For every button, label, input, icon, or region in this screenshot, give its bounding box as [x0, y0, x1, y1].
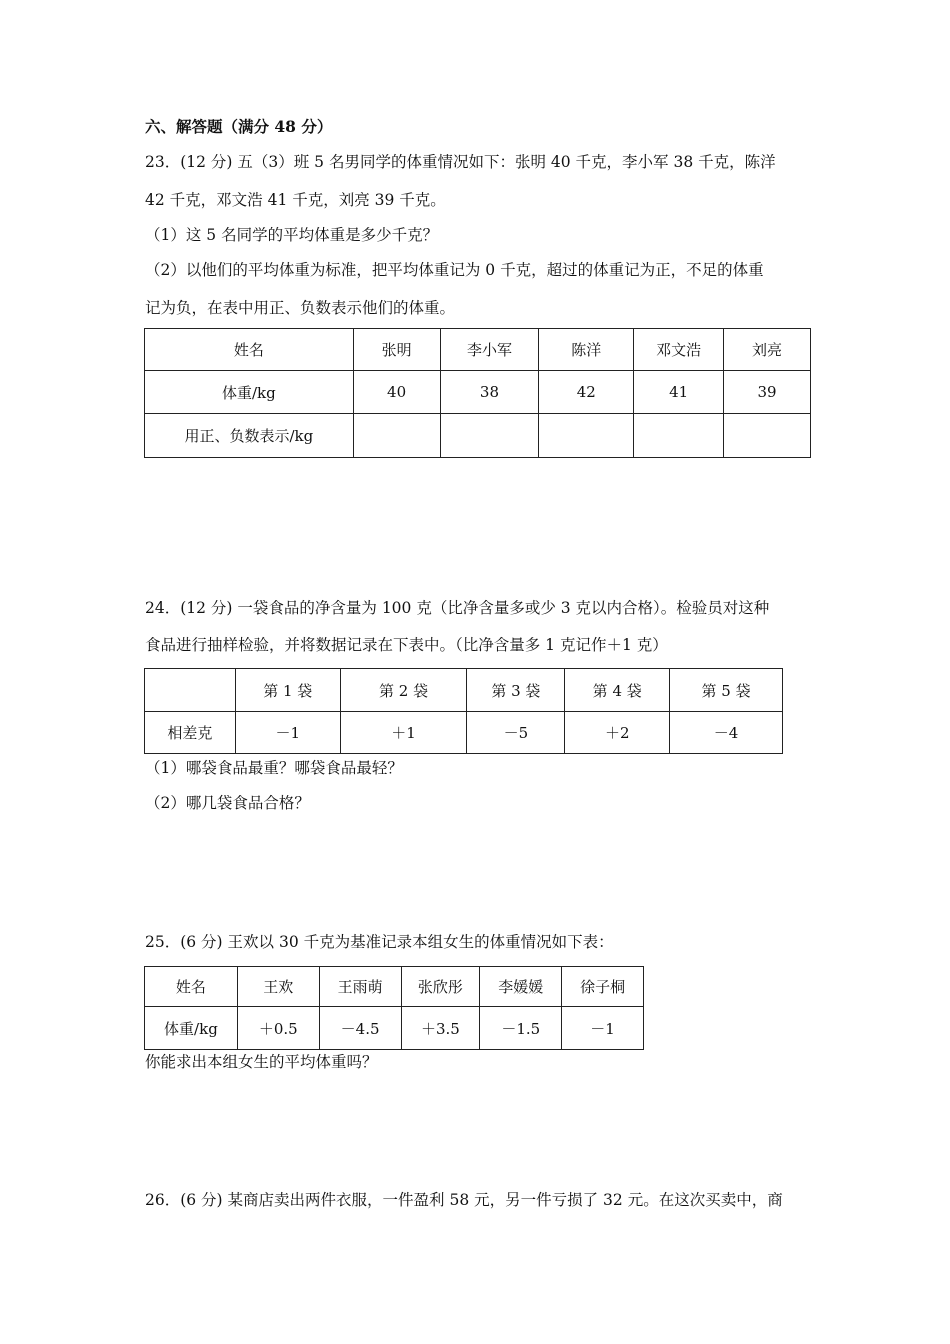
- table-cell: 体重/kg: [145, 371, 354, 414]
- table-cell: 徐子桐: [562, 967, 644, 1007]
- table-cell: 姓名: [145, 967, 238, 1007]
- table-cell: －1.5: [480, 1007, 562, 1050]
- table-cell: 40: [353, 371, 440, 414]
- table-cell: 姓名: [145, 329, 354, 371]
- table-cell: 第 4 袋: [565, 669, 670, 712]
- table-cell: －5: [467, 712, 565, 754]
- answer-cell[interactable]: [353, 414, 440, 458]
- table-row: [145, 329, 811, 371]
- table-cell: 陈洋: [539, 329, 634, 371]
- table-cell: 体重/kg: [145, 1007, 238, 1050]
- table-cell: 王雨萌: [319, 967, 401, 1007]
- table-cell: －4.5: [319, 1007, 401, 1050]
- table-cell: 李小军: [440, 329, 539, 371]
- answer-cell[interactable]: [440, 414, 539, 458]
- answer-cell[interactable]: [634, 414, 724, 458]
- table-row: [145, 414, 811, 458]
- q24-line2: 食品进行抽样检验，并将数据记录在下表中。（比净含量多 1 克记作＋1 克）: [145, 636, 668, 654]
- table-cell: 相差克: [145, 712, 236, 754]
- table-cell: 39: [724, 371, 811, 414]
- table-cell: 李媛媛: [480, 967, 562, 1007]
- table-cell: 38: [440, 371, 539, 414]
- section-title: 六、解答题（满分 48 分）: [145, 117, 333, 136]
- q23-line1: 23．(12 分) 五（3）班 5 名男同学的体重情况如下：张明 40 千克，李小军 38 千克，陈洋: [145, 153, 776, 171]
- q25-line1: 25．(6 分) 王欢以 30 千克为基准记录本组女生的体重情况如下表：: [145, 933, 614, 951]
- table-cell: 张明: [353, 329, 440, 371]
- table-cell: 第 2 袋: [340, 669, 467, 712]
- answer-cell[interactable]: [724, 414, 811, 458]
- table-cell: －1: [562, 1007, 644, 1050]
- q24-sub2: （2）哪几袋食品合格？: [145, 794, 310, 812]
- table-cell: 42: [539, 371, 634, 414]
- table-cell: 第 5 袋: [670, 669, 783, 712]
- table-row: [145, 371, 811, 414]
- table-row: [145, 669, 783, 712]
- table-cell: 刘亮: [724, 329, 811, 371]
- table-cell: ＋2: [565, 712, 670, 754]
- q26-line1: 26．(6 分) 某商店卖出两件衣服，一件盈利 58 元，另一件亏损了 32 元。在这次买卖中，商: [145, 1191, 783, 1209]
- table-cell: 王欢: [237, 967, 319, 1007]
- q24-table: [144, 668, 783, 754]
- table-row: [145, 712, 783, 754]
- q23-line2: 42 千克，邓文浩 41 千克，刘亮 39 千克。: [145, 191, 446, 209]
- q23-table: [144, 328, 811, 458]
- table-cell: 邓文浩: [634, 329, 724, 371]
- answer-cell[interactable]: [539, 414, 634, 458]
- q23-sub2a: （2）以他们的平均体重为标准，把平均体重记为 0 千克，超过的体重记为正，不足的体重: [145, 261, 764, 279]
- table-row: [145, 967, 644, 1007]
- q25-table: [144, 966, 644, 1050]
- q23-sub1: （1）这 5 名同学的平均体重是多少千克？: [145, 226, 439, 244]
- q23-sub2b: 记为负，在表中用正、负数表示他们的体重。: [145, 299, 456, 317]
- table-cell: ＋3.5: [401, 1007, 480, 1050]
- table-row: [145, 1007, 644, 1050]
- q24-sub1: （1）哪袋食品最重？哪袋食品最轻？: [145, 759, 403, 777]
- q24-line1: 24．(12 分) 一袋食品的净含量为 100 克（比净含量多或少 3 克以内合格）。检验员对这种: [145, 599, 770, 617]
- table-cell: ＋1: [340, 712, 467, 754]
- table-cell: ＋0.5: [237, 1007, 319, 1050]
- table-cell: 第 3 袋: [467, 669, 565, 712]
- table-cell: 用正、负数表示/kg: [145, 414, 354, 458]
- table-cell: －4: [670, 712, 783, 754]
- table-cell: 张欣彤: [401, 967, 480, 1007]
- table-cell: －1: [235, 712, 340, 754]
- q25-question: 你能求出本组女生的平均体重吗？: [145, 1053, 378, 1071]
- table-cell: 41: [634, 371, 724, 414]
- table-cell: [145, 669, 236, 712]
- table-cell: 第 1 袋: [235, 669, 340, 712]
